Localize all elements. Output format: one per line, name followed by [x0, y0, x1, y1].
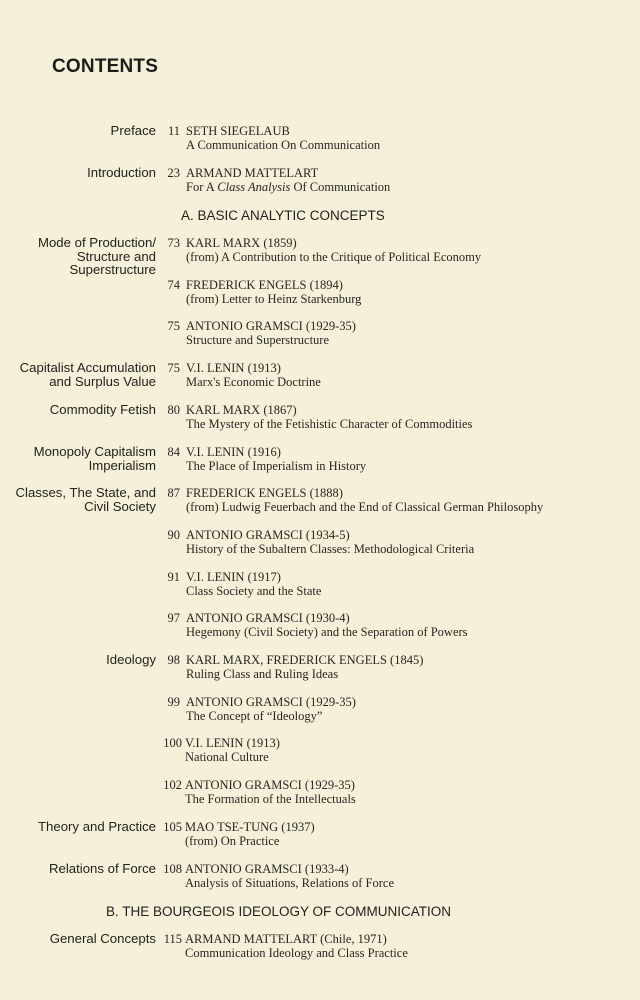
topic-label: Theory and Practice	[37, 819, 156, 834]
entry-author: V.I. LENIN (1913)	[186, 361, 281, 375]
entry-title: National Culture	[185, 750, 269, 764]
entry-title: Class Society and the State	[186, 584, 322, 598]
page-number: 74	[167, 278, 180, 292]
entry-author: ANTONIO GRAMSCI (1929-35)	[186, 695, 356, 709]
entry-title: For A Class Analysis Of Communication	[186, 180, 391, 194]
entry-author: ANTONIO GRAMSCI (1929-35)	[186, 319, 356, 333]
entry-author: FREDERICK ENGELS (1894)	[186, 278, 343, 292]
topic-label: Preface	[110, 123, 156, 138]
entry-author: KARL MARX (1867)	[186, 403, 297, 417]
entry-title: Analysis of Situations, Relations of Force	[185, 876, 395, 890]
entry-author: SETH SIEGELAUB	[186, 124, 290, 138]
entry-title: The Mystery of the Fetishistic Character of Commodities	[186, 417, 473, 431]
section-heading-b: B. THE BOURGEOIS IDEOLOGY OF COMMUNICATION	[106, 904, 452, 919]
entry-title: (from) A Contribution to the Critique of Political Economy	[186, 250, 482, 264]
entry-author: ARMAND MATTELART	[186, 166, 319, 180]
page-number: 80	[167, 403, 180, 417]
page-number: 105	[163, 820, 182, 834]
entry-title-italic: Class Analysis	[217, 180, 291, 194]
page-number: 115	[163, 932, 182, 946]
entry-author: ANTONIO GRAMSCI (1933-4)	[185, 862, 349, 876]
entry-author: MAO TSE-TUNG (1937)	[185, 820, 315, 834]
page-number: 97	[167, 611, 180, 625]
page-number: 87	[167, 486, 180, 500]
entry-author: ARMAND MATTELART (Chile, 1971)	[185, 932, 387, 946]
entry-author: KARL MARX (1859)	[186, 236, 297, 250]
page-number: 91	[167, 570, 180, 584]
entry-author: ANTONIO GRAMSCI (1934-5)	[186, 528, 350, 542]
page-number: 98	[167, 653, 180, 667]
topic-label: Mode of Production/ Structure and Superstructure	[37, 235, 156, 277]
page-title: CONTENTS	[52, 56, 159, 77]
topic-label: Capitalist Accumulation and Surplus Value	[19, 360, 156, 389]
page-number: 99	[167, 695, 180, 709]
entry-author: KARL MARX, FREDERICK ENGELS (1845)	[186, 653, 424, 667]
topic-label: Monopoly Capitalism Imperialism	[33, 444, 156, 473]
page-number: 23	[167, 166, 180, 180]
topic-label: Ideology	[106, 652, 156, 667]
entry-author: V.I. LENIN (1916)	[186, 445, 281, 459]
page-number: 73	[167, 236, 180, 250]
page-number: 75	[167, 319, 180, 333]
page-number: 102	[163, 778, 182, 792]
topic-label: Classes, The State, and Civil Society	[15, 485, 156, 514]
page-number: 90	[167, 528, 180, 542]
page-number: 75	[167, 361, 180, 375]
entry-title: Ruling Class and Ruling Ideas	[186, 667, 339, 681]
entry-title: Hegemony (Civil Society) and the Separation of Powers	[186, 625, 468, 639]
entry-author: FREDERICK ENGELS (1888)	[186, 486, 343, 500]
entry-title: (from) On Practice	[185, 834, 280, 848]
entry-title: (from) Ludwig Feuerbach and the End of Classical German Philosophy	[186, 500, 544, 514]
entry-title: History of the Subaltern Classes: Methodological Criteria	[186, 542, 475, 556]
entry-title: The Concept of “Ideology”	[186, 709, 323, 723]
page-number: 84	[167, 445, 180, 459]
entry-title: Structure and Superstructure	[186, 333, 330, 347]
entry-title: Marx's Economic Doctrine	[186, 375, 321, 389]
entry-author: V.I. LENIN (1917)	[186, 570, 281, 584]
topic-label: Introduction	[87, 165, 156, 180]
page-number: 11	[167, 124, 180, 138]
entry-title: A Communication On Communication	[186, 138, 381, 152]
page-number: 100	[163, 736, 182, 750]
entry-author: ANTONIO GRAMSCI (1929-35)	[185, 778, 355, 792]
section-heading-a: A. BASIC ANALYTIC CONCEPTS	[181, 208, 385, 223]
page-number: 108	[163, 862, 182, 876]
topic-label: Relations of Force	[48, 861, 156, 876]
entry-author: V.I. LENIN (1913)	[185, 736, 280, 750]
entry-title: Communication Ideology and Class Practice	[185, 946, 408, 960]
entry-title: The Formation of the Intellectuals	[185, 792, 356, 806]
topic-label: General Concepts	[49, 931, 156, 946]
entry-title: The Place of Imperialism in History	[186, 459, 367, 473]
entry-author: ANTONIO GRAMSCI (1930-4)	[186, 611, 350, 625]
entry-title: (from) Letter to Heinz Starkenburg	[186, 292, 362, 306]
topic-label: Commodity Fetish	[49, 402, 156, 417]
